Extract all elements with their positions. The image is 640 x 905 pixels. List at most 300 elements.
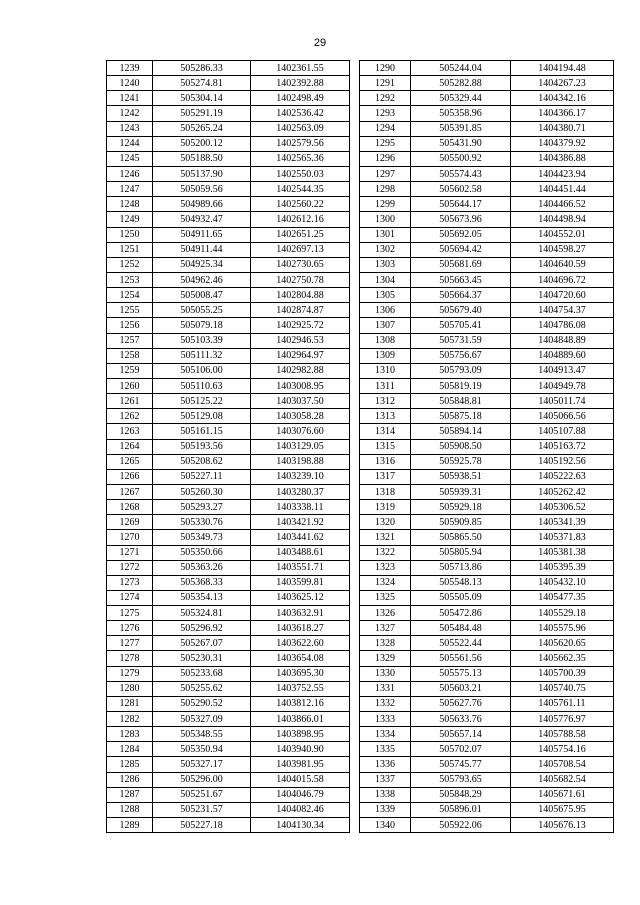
point-number-cell: 1317 (360, 469, 411, 484)
x-coordinate-cell: 504932.47 (153, 212, 251, 227)
y-coordinate-cell: 1402982.88 (251, 363, 350, 378)
y-coordinate-cell: 1405761.11 (511, 696, 614, 711)
x-coordinate-cell: 505324.81 (153, 606, 251, 621)
x-coordinate-cell: 505894.14 (411, 424, 511, 439)
y-coordinate-cell: 1405381.38 (511, 545, 614, 560)
x-coordinate-cell: 505330.76 (153, 515, 251, 530)
point-number-cell: 1325 (360, 590, 411, 605)
x-coordinate-cell: 505227.18 (153, 818, 251, 833)
y-coordinate-cell: 1403752.55 (251, 681, 350, 696)
x-coordinate-cell: 505602.58 (411, 182, 511, 197)
y-coordinate-cell: 1402560.22 (251, 197, 350, 212)
x-coordinate-cell: 505702.07 (411, 742, 511, 757)
point-number-cell: 1248 (107, 197, 153, 212)
y-coordinate-cell: 1405011.74 (511, 394, 614, 409)
y-coordinate-cell: 1404386.88 (511, 151, 614, 166)
table-row (360, 182, 614, 197)
x-coordinate-cell: 505431.90 (411, 136, 511, 151)
x-coordinate-cell: 505251.67 (153, 787, 251, 802)
y-coordinate-cell: 1403338.11 (251, 500, 350, 515)
x-coordinate-cell: 505282.88 (411, 76, 511, 91)
y-coordinate-cell: 1402750.78 (251, 272, 350, 287)
y-coordinate-cell: 1405662.35 (511, 651, 614, 666)
point-number-cell: 1263 (107, 424, 153, 439)
point-number-cell: 1250 (107, 227, 153, 242)
point-number-cell: 1255 (107, 303, 153, 318)
y-coordinate-cell: 1405671.61 (511, 787, 614, 802)
point-number-cell: 1308 (360, 333, 411, 348)
y-coordinate-cell: 1402730.65 (251, 257, 350, 272)
y-coordinate-cell: 1403008.95 (251, 378, 350, 393)
point-number-cell: 1321 (360, 530, 411, 545)
x-coordinate-cell: 505574.43 (411, 166, 511, 181)
table-row (107, 500, 350, 515)
table-row (107, 363, 350, 378)
point-number-cell: 1281 (107, 696, 153, 711)
x-coordinate-cell: 505673.96 (411, 212, 511, 227)
table-row (107, 106, 350, 121)
y-coordinate-cell: 1403618.27 (251, 621, 350, 636)
point-number-cell: 1298 (360, 182, 411, 197)
table-row (107, 333, 350, 348)
table-row (107, 636, 350, 651)
table-row (360, 802, 614, 817)
point-number-cell: 1266 (107, 469, 153, 484)
x-coordinate-cell: 505561.56 (411, 651, 511, 666)
x-coordinate-cell: 505265.24 (153, 121, 251, 136)
x-coordinate-cell: 505129.08 (153, 409, 251, 424)
point-number-cell: 1322 (360, 545, 411, 560)
table-row (360, 348, 614, 363)
table-row (360, 454, 614, 469)
table-row (360, 61, 614, 76)
table-row (107, 469, 350, 484)
table-row (107, 166, 350, 181)
point-number-cell: 1314 (360, 424, 411, 439)
point-number-cell: 1265 (107, 454, 153, 469)
y-coordinate-cell: 1405395.39 (511, 560, 614, 575)
x-coordinate-cell: 505575.13 (411, 666, 511, 681)
point-number-cell: 1292 (360, 91, 411, 106)
table-row (360, 469, 614, 484)
table-row (107, 772, 350, 787)
y-coordinate-cell: 1403488.61 (251, 545, 350, 560)
y-coordinate-cell: 1404342.16 (511, 91, 614, 106)
table-row (360, 227, 614, 242)
y-coordinate-cell: 1402498.49 (251, 91, 350, 106)
point-number-cell: 1244 (107, 136, 153, 151)
y-coordinate-cell: 1404379.92 (511, 136, 614, 151)
point-number-cell: 1260 (107, 378, 153, 393)
y-coordinate-cell: 1405371.83 (511, 530, 614, 545)
point-number-cell: 1316 (360, 454, 411, 469)
y-coordinate-cell: 1403866.01 (251, 712, 350, 727)
table-row (107, 727, 350, 742)
point-number-cell: 1274 (107, 590, 153, 605)
point-number-cell: 1273 (107, 575, 153, 590)
table-row (360, 621, 614, 636)
y-coordinate-cell: 1403599.81 (251, 575, 350, 590)
table-row (360, 818, 614, 833)
point-number-cell: 1277 (107, 636, 153, 651)
point-number-cell: 1328 (360, 636, 411, 651)
table-row (360, 787, 614, 802)
x-coordinate-cell: 505106.00 (153, 363, 251, 378)
y-coordinate-cell: 1404754.37 (511, 303, 614, 318)
table-row (107, 651, 350, 666)
y-coordinate-cell: 1403441.62 (251, 530, 350, 545)
point-number-cell: 1337 (360, 772, 411, 787)
y-coordinate-cell: 1402392.88 (251, 76, 350, 91)
table-row (107, 787, 350, 802)
point-number-cell: 1254 (107, 288, 153, 303)
x-coordinate-cell: 505125.22 (153, 394, 251, 409)
table-row (360, 742, 614, 757)
point-number-cell: 1276 (107, 621, 153, 636)
table-row (360, 696, 614, 711)
x-coordinate-cell: 505368.33 (153, 575, 251, 590)
x-coordinate-cell: 505603.21 (411, 681, 511, 696)
table-row (107, 76, 350, 91)
x-coordinate-cell: 505938.51 (411, 469, 511, 484)
table-row (360, 409, 614, 424)
y-coordinate-cell: 1404130.34 (251, 818, 350, 833)
y-coordinate-cell: 1404640.59 (511, 257, 614, 272)
table-row (360, 151, 614, 166)
table-row (107, 560, 350, 575)
point-number-cell: 1318 (360, 484, 411, 499)
x-coordinate-cell: 505745.77 (411, 757, 511, 772)
point-number-cell: 1330 (360, 666, 411, 681)
table-row (360, 363, 614, 378)
x-coordinate-cell: 505059.56 (153, 182, 251, 197)
table-row (360, 757, 614, 772)
point-number-cell: 1243 (107, 121, 153, 136)
point-number-cell: 1241 (107, 91, 153, 106)
x-coordinate-cell: 505663.45 (411, 272, 511, 287)
x-coordinate-cell: 505161.15 (153, 424, 251, 439)
table-row (360, 424, 614, 439)
y-coordinate-cell: 1402536.42 (251, 106, 350, 121)
x-coordinate-cell: 505348.55 (153, 727, 251, 742)
x-coordinate-cell: 505358.96 (411, 106, 511, 121)
x-coordinate-cell: 505110.63 (153, 378, 251, 393)
table-row (107, 666, 350, 681)
x-coordinate-cell: 504925.34 (153, 257, 251, 272)
y-coordinate-cell: 1405740.75 (511, 681, 614, 696)
y-coordinate-cell: 1404913.47 (511, 363, 614, 378)
table-row (107, 454, 350, 469)
point-number-cell: 1332 (360, 696, 411, 711)
x-coordinate-cell: 505627.76 (411, 696, 511, 711)
y-coordinate-cell: 1404696.72 (511, 272, 614, 287)
point-number-cell: 1279 (107, 666, 153, 681)
point-number-cell: 1335 (360, 742, 411, 757)
y-coordinate-cell: 1405788.58 (511, 727, 614, 742)
point-number-cell: 1290 (360, 61, 411, 76)
table-row (107, 439, 350, 454)
table-row (360, 197, 614, 212)
table-row (360, 500, 614, 515)
y-coordinate-cell: 1405341.39 (511, 515, 614, 530)
point-number-cell: 1303 (360, 257, 411, 272)
y-coordinate-cell: 1402612.16 (251, 212, 350, 227)
point-number-cell: 1280 (107, 681, 153, 696)
point-number-cell: 1294 (360, 121, 411, 136)
y-coordinate-cell: 1402804.88 (251, 288, 350, 303)
x-coordinate-cell: 505293.27 (153, 500, 251, 515)
y-coordinate-cell: 1403654.08 (251, 651, 350, 666)
x-coordinate-cell: 505350.94 (153, 742, 251, 757)
x-coordinate-cell: 505848.81 (411, 394, 511, 409)
y-coordinate-cell: 1405776.97 (511, 712, 614, 727)
point-number-cell: 1249 (107, 212, 153, 227)
point-number-cell: 1268 (107, 500, 153, 515)
table-row (360, 394, 614, 409)
x-coordinate-cell: 505230.31 (153, 651, 251, 666)
y-coordinate-cell: 1403940.90 (251, 742, 350, 757)
point-number-cell: 1296 (360, 151, 411, 166)
x-coordinate-cell: 505260.30 (153, 484, 251, 499)
point-number-cell: 1262 (107, 409, 153, 424)
y-coordinate-cell: 1402563.09 (251, 121, 350, 136)
y-coordinate-cell: 1403632.91 (251, 606, 350, 621)
point-number-cell: 1340 (360, 818, 411, 833)
point-number-cell: 1286 (107, 772, 153, 787)
point-number-cell: 1251 (107, 242, 153, 257)
table-row (360, 590, 614, 605)
y-coordinate-cell: 1405682.54 (511, 772, 614, 787)
x-coordinate-cell: 505522.44 (411, 636, 511, 651)
y-coordinate-cell: 1404015.58 (251, 772, 350, 787)
table-row (107, 515, 350, 530)
point-number-cell: 1264 (107, 439, 153, 454)
table-row (360, 242, 614, 257)
point-number-cell: 1329 (360, 651, 411, 666)
x-coordinate-cell: 505929.18 (411, 500, 511, 515)
point-number-cell: 1297 (360, 166, 411, 181)
point-number-cell: 1257 (107, 333, 153, 348)
table-row (360, 575, 614, 590)
point-number-cell: 1299 (360, 197, 411, 212)
table-row (107, 802, 350, 817)
point-number-cell: 1258 (107, 348, 153, 363)
x-coordinate-cell: 505079.18 (153, 318, 251, 333)
point-number-cell: 1271 (107, 545, 153, 560)
table-row (360, 560, 614, 575)
point-number-cell: 1253 (107, 272, 153, 287)
table-row (107, 606, 350, 621)
x-coordinate-cell: 505793.65 (411, 772, 511, 787)
x-coordinate-cell: 505679.40 (411, 303, 511, 318)
y-coordinate-cell: 1405477.35 (511, 590, 614, 605)
x-coordinate-cell: 505865.50 (411, 530, 511, 545)
coordinates-table-left (106, 60, 350, 833)
x-coordinate-cell: 505925.78 (411, 454, 511, 469)
x-coordinate-cell: 505231.57 (153, 802, 251, 817)
x-coordinate-cell: 505692.05 (411, 227, 511, 242)
y-coordinate-cell: 1405675.95 (511, 802, 614, 817)
point-number-cell: 1247 (107, 182, 153, 197)
y-coordinate-cell: 1403239.10 (251, 469, 350, 484)
table-row (360, 76, 614, 91)
y-coordinate-cell: 1405163.72 (511, 439, 614, 454)
x-coordinate-cell: 505909.85 (411, 515, 511, 530)
x-coordinate-cell: 505694.42 (411, 242, 511, 257)
x-coordinate-cell: 505939.31 (411, 484, 511, 499)
y-coordinate-cell: 1404949.78 (511, 378, 614, 393)
y-coordinate-cell: 1405676.13 (511, 818, 614, 833)
y-coordinate-cell: 1403058.28 (251, 409, 350, 424)
point-number-cell: 1331 (360, 681, 411, 696)
point-number-cell: 1261 (107, 394, 153, 409)
point-number-cell: 1307 (360, 318, 411, 333)
table-row (360, 772, 614, 787)
table-row (107, 272, 350, 287)
y-coordinate-cell: 1404498.94 (511, 212, 614, 227)
table-row (107, 621, 350, 636)
table-row (360, 257, 614, 272)
x-coordinate-cell: 505103.39 (153, 333, 251, 348)
y-coordinate-cell: 1403421.92 (251, 515, 350, 530)
y-coordinate-cell: 1405575.96 (511, 621, 614, 636)
table-row (360, 121, 614, 136)
x-coordinate-cell: 505274.81 (153, 76, 251, 91)
point-number-cell: 1246 (107, 166, 153, 181)
table-row (107, 91, 350, 106)
table-row (107, 681, 350, 696)
x-coordinate-cell: 505304.14 (153, 91, 251, 106)
x-coordinate-cell: 505350.66 (153, 545, 251, 560)
x-coordinate-cell: 505363.26 (153, 560, 251, 575)
x-coordinate-cell: 505193.56 (153, 439, 251, 454)
x-coordinate-cell: 505227.11 (153, 469, 251, 484)
point-number-cell: 1339 (360, 802, 411, 817)
point-number-cell: 1301 (360, 227, 411, 242)
y-coordinate-cell: 1404598.27 (511, 242, 614, 257)
y-coordinate-cell: 1404082.46 (251, 802, 350, 817)
table-row (107, 212, 350, 227)
y-coordinate-cell: 1403981.95 (251, 757, 350, 772)
point-number-cell: 1285 (107, 757, 153, 772)
point-number-cell: 1323 (360, 560, 411, 575)
x-coordinate-cell: 505055.25 (153, 303, 251, 318)
y-coordinate-cell: 1402361.55 (251, 61, 350, 76)
x-coordinate-cell: 505111.32 (153, 348, 251, 363)
point-number-cell: 1315 (360, 439, 411, 454)
y-coordinate-cell: 1404046.79 (251, 787, 350, 802)
table-row (360, 651, 614, 666)
point-number-cell: 1311 (360, 378, 411, 393)
y-coordinate-cell: 1405620.65 (511, 636, 614, 651)
point-number-cell: 1252 (107, 257, 153, 272)
table-row (360, 272, 614, 287)
y-coordinate-cell: 1402579.56 (251, 136, 350, 151)
y-coordinate-cell: 1405432.10 (511, 575, 614, 590)
x-coordinate-cell: 505327.09 (153, 712, 251, 727)
y-coordinate-cell: 1403129.05 (251, 439, 350, 454)
x-coordinate-cell: 505208.62 (153, 454, 251, 469)
table-row (360, 484, 614, 499)
table-row (360, 212, 614, 227)
table-row (107, 318, 350, 333)
table-row (107, 575, 350, 590)
y-coordinate-cell: 1405306.52 (511, 500, 614, 515)
table-row (107, 696, 350, 711)
point-number-cell: 1327 (360, 621, 411, 636)
table-row (360, 166, 614, 181)
point-number-cell: 1306 (360, 303, 411, 318)
x-coordinate-cell: 505793.09 (411, 363, 511, 378)
y-coordinate-cell: 1403198.88 (251, 454, 350, 469)
x-coordinate-cell: 505713.86 (411, 560, 511, 575)
table-row (360, 136, 614, 151)
x-coordinate-cell: 505896.01 (411, 802, 511, 817)
y-coordinate-cell: 1404380.71 (511, 121, 614, 136)
y-coordinate-cell: 1404848.89 (511, 333, 614, 348)
x-coordinate-cell: 505200.12 (153, 136, 251, 151)
x-coordinate-cell: 505681.69 (411, 257, 511, 272)
y-coordinate-cell: 1404194.48 (511, 61, 614, 76)
point-number-cell: 1302 (360, 242, 411, 257)
y-coordinate-cell: 1403812.16 (251, 696, 350, 711)
point-number-cell: 1333 (360, 712, 411, 727)
y-coordinate-cell: 1402964.97 (251, 348, 350, 363)
point-number-cell: 1272 (107, 560, 153, 575)
y-coordinate-cell: 1405262.42 (511, 484, 614, 499)
table-row (107, 303, 350, 318)
table-row (360, 106, 614, 121)
x-coordinate-cell: 505664.37 (411, 288, 511, 303)
table-row (360, 636, 614, 651)
point-number-cell: 1305 (360, 288, 411, 303)
x-coordinate-cell: 505819.19 (411, 378, 511, 393)
point-number-cell: 1304 (360, 272, 411, 287)
y-coordinate-cell: 1402651.25 (251, 227, 350, 242)
y-coordinate-cell: 1405529.18 (511, 606, 614, 621)
table-row (107, 242, 350, 257)
y-coordinate-cell: 1402946.53 (251, 333, 350, 348)
y-coordinate-cell: 1405107.88 (511, 424, 614, 439)
point-number-cell: 1275 (107, 606, 153, 621)
table-row (107, 484, 350, 499)
y-coordinate-cell: 1402697.13 (251, 242, 350, 257)
x-coordinate-cell: 505233.68 (153, 666, 251, 681)
point-number-cell: 1293 (360, 106, 411, 121)
table-row (360, 712, 614, 727)
point-number-cell: 1336 (360, 757, 411, 772)
table-row (360, 333, 614, 348)
point-number-cell: 1282 (107, 712, 153, 727)
point-number-cell: 1295 (360, 136, 411, 151)
table-row (107, 818, 350, 833)
table-row (360, 545, 614, 560)
y-coordinate-cell: 1404720.60 (511, 288, 614, 303)
x-coordinate-cell: 505354.13 (153, 590, 251, 605)
table-row (360, 727, 614, 742)
point-number-cell: 1239 (107, 61, 153, 76)
y-coordinate-cell: 1403625.12 (251, 590, 350, 605)
x-coordinate-cell: 504962.46 (153, 272, 251, 287)
x-coordinate-cell: 505188.50 (153, 151, 251, 166)
table-row (360, 530, 614, 545)
y-coordinate-cell: 1404889.60 (511, 348, 614, 363)
table-row (107, 712, 350, 727)
table-row (107, 257, 350, 272)
table-row (107, 348, 350, 363)
x-coordinate-cell: 505805.94 (411, 545, 511, 560)
table-row (360, 439, 614, 454)
